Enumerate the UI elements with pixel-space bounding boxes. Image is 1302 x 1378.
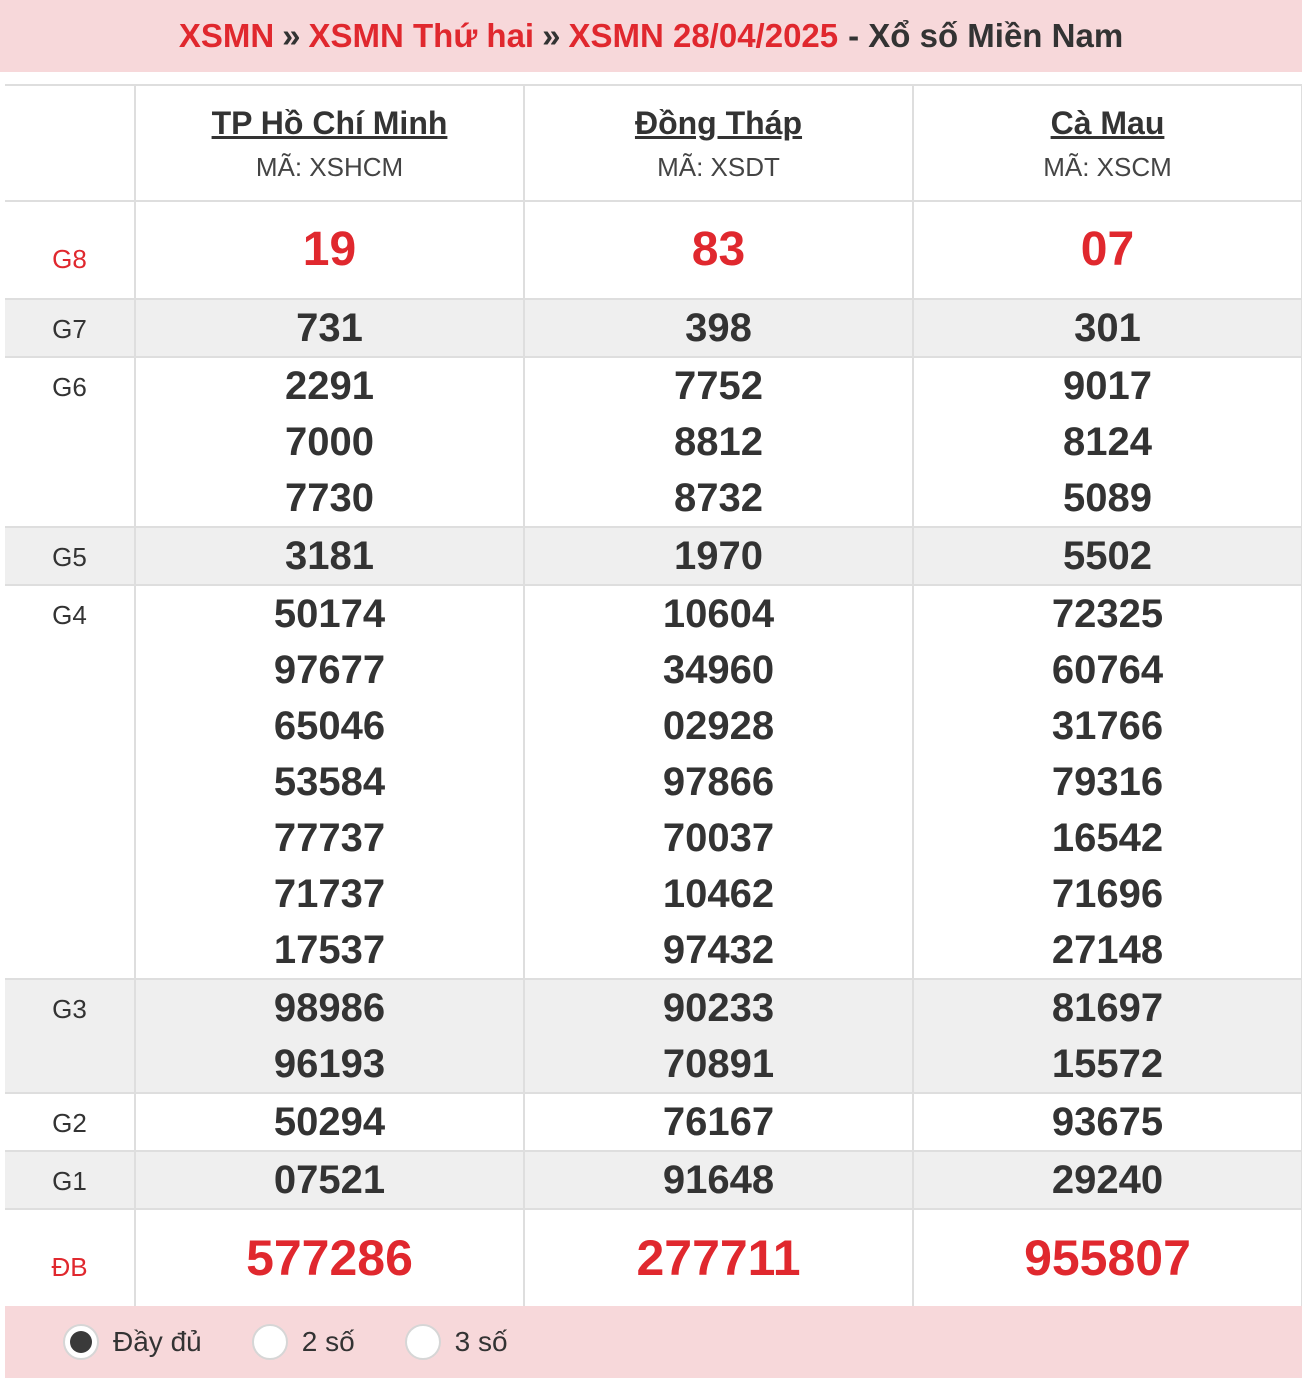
prize-number: 71737 [273,872,386,916]
prize-number: 277711 [636,1230,801,1286]
prize-number: 53584 [273,760,386,804]
province-code: MÃ: XSDT [657,152,780,182]
prize-cell [135,1151,524,1209]
prize-number: 60764 [1051,648,1164,692]
prize-cell [135,527,524,585]
radio-unchecked-icon[interactable] [252,1324,288,1360]
prize-cell [524,1209,913,1307]
province-link[interactable]: Đồng Tháp [634,105,803,141]
prize-number: 10604 [662,592,775,636]
prize-number: 301 [1074,306,1141,350]
prize-number: 93675 [1051,1100,1164,1144]
prize-number: 07 [1080,223,1135,276]
prize-number: 5502 [1063,534,1152,578]
prize-cell [135,1093,524,1151]
prize-number: 97677 [273,648,386,692]
prize-number: 8812 [674,420,763,464]
prize-row [5,357,1302,527]
prize-label: ĐB [5,1209,135,1307]
prize-number: 97866 [662,760,775,804]
prize-cell [913,1151,1302,1209]
prize-cell [135,1209,524,1307]
prize-cell [524,527,913,585]
prize-number: 2291 [285,364,374,408]
prize-row [5,1151,1302,1209]
prize-number: 10462 [662,872,775,916]
display-options [5,1306,1302,1378]
prize-number: 3181 [285,534,374,578]
prize-number: 76167 [662,1100,775,1144]
prize-number: 31766 [1051,704,1164,748]
province-code: MÃ: XSHCM [255,152,404,182]
breadcrumb [0,0,1302,72]
prize-cell [135,357,524,527]
prize-number: 98986 [273,986,386,1030]
prize-number: 07521 [273,1158,386,1202]
prize-label: G7 [5,299,135,357]
prize-number: 34960 [662,648,775,692]
prize-row [5,1209,1302,1307]
option-label: Đầy đủ [113,1326,202,1357]
province-code: MÃ: XSCM [1043,152,1172,182]
prize-label: G8 [5,201,135,299]
prize-label: G1 [5,1151,135,1209]
prize-row [5,527,1302,585]
prize-number: 15572 [1051,1042,1164,1086]
prize-number: 81697 [1051,986,1164,1030]
prize-cell [524,1151,913,1209]
results-table [5,84,1302,1308]
prize-number: 19 [302,223,357,276]
breadcrumb-link-date[interactable]: XSMN 28/04/2025 [568,17,839,54]
prize-number: 7730 [285,476,374,520]
prize-cell [135,979,524,1093]
prize-number: 77737 [273,816,386,860]
prize-number: 8124 [1063,420,1152,464]
prize-number: 70037 [662,816,775,860]
prize-label: G4 [5,585,135,979]
option-label: 3 số [454,1326,508,1357]
prize-cell [524,201,913,299]
prize-number: 16542 [1051,816,1164,860]
prize-number: 398 [685,306,752,350]
prize-label: G2 [5,1093,135,1151]
prize-cell [913,299,1302,357]
prize-cell [524,357,913,527]
province-link[interactable]: TP Hồ Chí Minh [211,105,448,141]
prize-number: 9017 [1063,364,1152,408]
prize-number: 72325 [1051,592,1164,636]
prize-number: 1970 [674,534,763,578]
prize-number: 17537 [273,928,386,972]
prize-number: 90233 [662,986,775,1030]
prize-number: 5089 [1063,476,1152,520]
prize-cell [135,201,524,299]
prize-cell [913,201,1302,299]
prize-number: 91648 [662,1158,775,1202]
province-link[interactable]: Cà Mau [1050,105,1165,141]
prize-number: 65046 [273,704,386,748]
province-header-row [5,85,1302,201]
prize-cell [135,299,524,357]
prize-cell [524,979,913,1093]
breadcrumb-separator: » [542,17,561,54]
option-2-digits[interactable] [252,1324,355,1360]
prize-number: 50174 [273,592,386,636]
prize-row [5,299,1302,357]
province-header [135,85,524,201]
prize-number: 7000 [285,420,374,464]
prize-label: G5 [5,527,135,585]
prize-number: 577286 [246,1230,413,1286]
breadcrumb-separator: » [282,17,301,54]
prize-number: 29240 [1051,1158,1164,1202]
corner-cell [5,85,135,201]
prize-cell [135,585,524,979]
prize-cell [524,1093,913,1151]
option-3-digits[interactable] [405,1324,508,1360]
prize-cell [524,299,913,357]
prize-cell [913,979,1302,1093]
prize-number: 83 [691,223,746,276]
radio-unchecked-icon[interactable] [405,1324,441,1360]
province-header [913,85,1302,201]
prize-cell [913,1093,1302,1151]
province-header [524,85,913,201]
prize-number: 71696 [1051,872,1164,916]
prize-label: G6 [5,357,135,527]
prize-row [5,201,1302,299]
prize-cell [913,357,1302,527]
prize-row [5,1093,1302,1151]
prize-label: G3 [5,979,135,1093]
prize-number: 70891 [662,1042,775,1086]
prize-number: 02928 [662,704,775,748]
prize-cell [913,1209,1302,1307]
breadcrumb-link-xsmn[interactable]: XSMN [178,17,275,54]
option-label: 2 số [301,1326,355,1357]
prize-number: 955807 [1024,1230,1191,1286]
prize-number: 731 [296,306,363,350]
prize-number: 79316 [1051,760,1164,804]
breadcrumb-link-weekday[interactable]: XSMN Thứ hai [308,17,535,54]
prize-number: 96193 [273,1042,386,1086]
prize-number: 97432 [662,928,775,972]
prize-cell [524,585,913,979]
prize-row [5,585,1302,979]
prize-number: 27148 [1051,928,1164,972]
prize-cell [913,527,1302,585]
prize-row [5,979,1302,1093]
radio-checked-icon[interactable] [63,1324,99,1360]
prize-rows [5,201,1302,1307]
option-full[interactable] [63,1324,202,1360]
prize-number: 7752 [674,364,763,408]
prize-number: 50294 [273,1100,386,1144]
breadcrumb-suffix: - Xổ số Miền Nam [848,17,1124,54]
prize-number: 8732 [674,476,763,520]
prize-cell [913,585,1302,979]
